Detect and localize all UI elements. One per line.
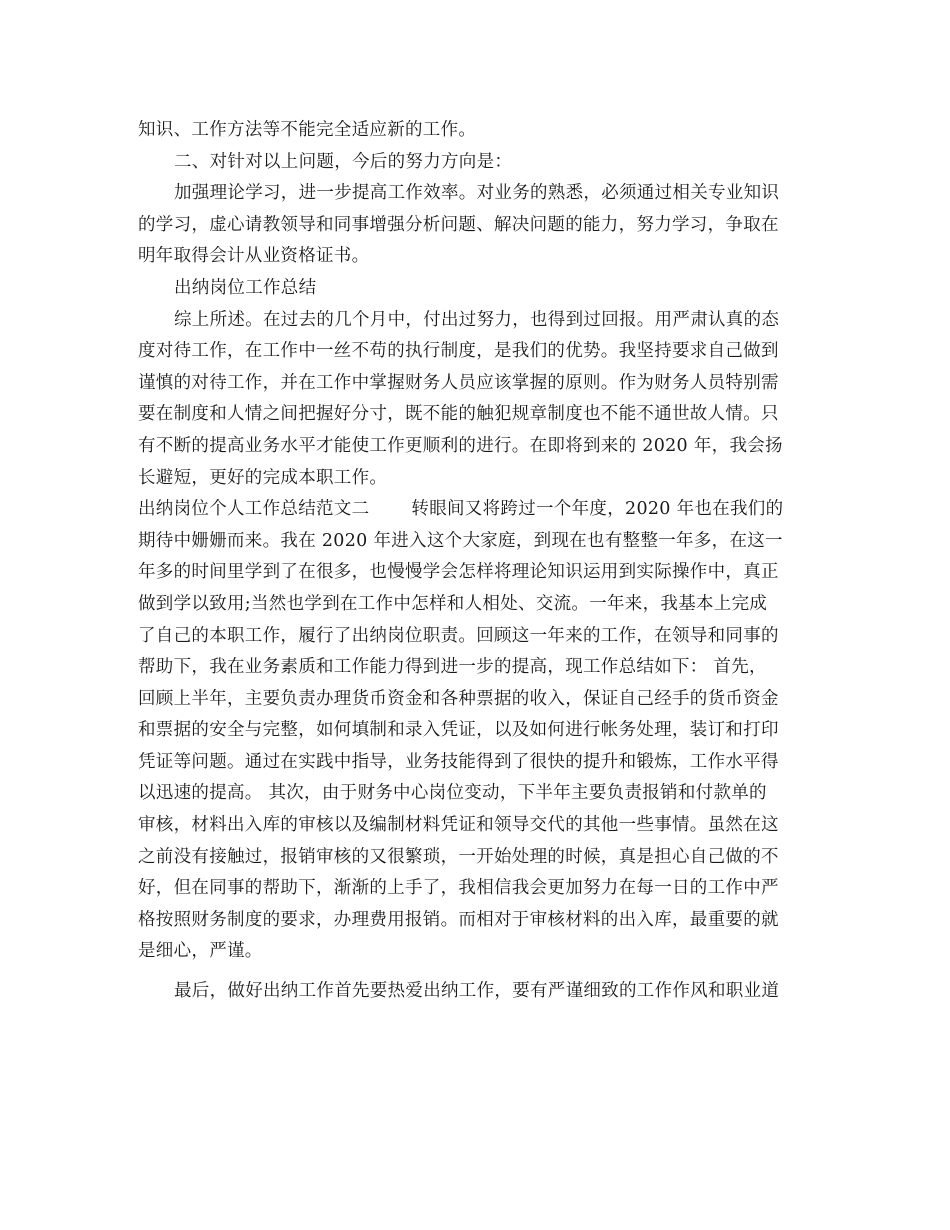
text-line: 帮助下，我在业务素质和工作能力得到进一步的提高，现工作总结如下： 首先， (138, 657, 767, 678)
section-heading: 出纳岗位工作总结 (174, 277, 317, 298)
paragraph-gap (138, 968, 822, 976)
text-line: 长避短，更好的完成本职工作。 (138, 467, 388, 488)
text-line: 好，但在同事的帮助下，渐渐的上手了，我相信我会更加努力在每一日的工作中严 (138, 878, 779, 899)
text-line: 加强理论学习，进一步提高工作效率。对业务的熟悉，必须通过相关专业知识 (174, 183, 780, 204)
text-line: 期待中姗姗而来。我在 2020 年进入这个大家庭，到现在也有整整一年多，在这一 (138, 530, 783, 551)
text-line: 谨慎的对待工作，并在工作中掌握财务人员应该掌握的原则。作为财务人员特别需 (138, 372, 779, 393)
text-line: 二、对针对以上问题，今后的努力方向是： (174, 151, 513, 172)
text-line (138, 494, 822, 526)
article-title: 出纳岗位个人工作总结范文二 (138, 499, 370, 520)
text-line: 回顾上半年，主要负责办理货币资金和各种票据的收入，保证自己经手的货币资金 (138, 688, 779, 709)
text-line: 做到学以致用;当然也学到在工作中怎样和人相处、交流。一年来，我基本上完成 (138, 593, 768, 614)
text-line: 是细心，严谨。 (138, 941, 263, 962)
text-line: 有不断的提高业务水平才能使工作更顺利的进行。在即将到来的 2020 年，我会扬 (138, 435, 783, 456)
text-line: 格按照财务制度的要求，办理费用报销。而相对于审核材料的出入库，最重要的就 (138, 909, 779, 930)
text-line: 和票据的安全与完整，如何填制和录入凭证，以及如何进行帐务处理，装订和打印 (138, 720, 779, 741)
text-line: 凭证等问题。通过在实践中指导，业务技能得到了很快的提升和锻炼，工作水平得 (138, 751, 779, 772)
text-line: 度对待工作，在工作中一丝不苟的执行制度，是我们的优势。我坚持要求自己做到 (138, 341, 779, 362)
text-line: 以迅速的提高。 其次，由于财务中心岗位变动，下半年主要负责报销和付款单的 (138, 783, 767, 804)
text-line: 了自己的本职工作，履行了出纳岗位职责。回顾这一年来的工作，在领导和同事的 (138, 625, 779, 646)
text-line: 最后，做好出纳工作首先要热爱出纳工作，要有严谨细致的工作作风和职业道 (174, 981, 780, 1002)
article-opening: 转眼间又将跨过一个年度，2020 年也在我们的 (411, 499, 784, 520)
text-line: 明年取得会计从业资格证书。 (138, 246, 370, 267)
text-line: 审核，材料出入库的审核以及编制材料凭证和领导交代的其他一些事情。虽然在这 (138, 815, 779, 836)
text-line: 要在制度和人情之间把握好分寸，既不能的触犯规章制度也不能不通世故人情。只 (138, 404, 779, 425)
text-line: 综上所述。在过去的几个月中，付出过努力，也得到过回报。用严肃认真的态 (174, 309, 780, 330)
document-page (138, 115, 822, 1008)
text-line: 知识、工作方法等不能完全适应新的工作。 (138, 120, 477, 140)
text-line: 之前没有接触过，报销审核的又很繁琐，一开始处理的时候，真是担心自己做的不 (138, 846, 779, 867)
text-line: 的学习，虚心请教领导和同事增强分析问题、解决问题的能力，努力学习，争取在 (138, 214, 779, 235)
text-line: 年多的时间里学到了在很多，也慢慢学会怎样将理论知识运用到实际操作中，真正 (138, 562, 779, 583)
